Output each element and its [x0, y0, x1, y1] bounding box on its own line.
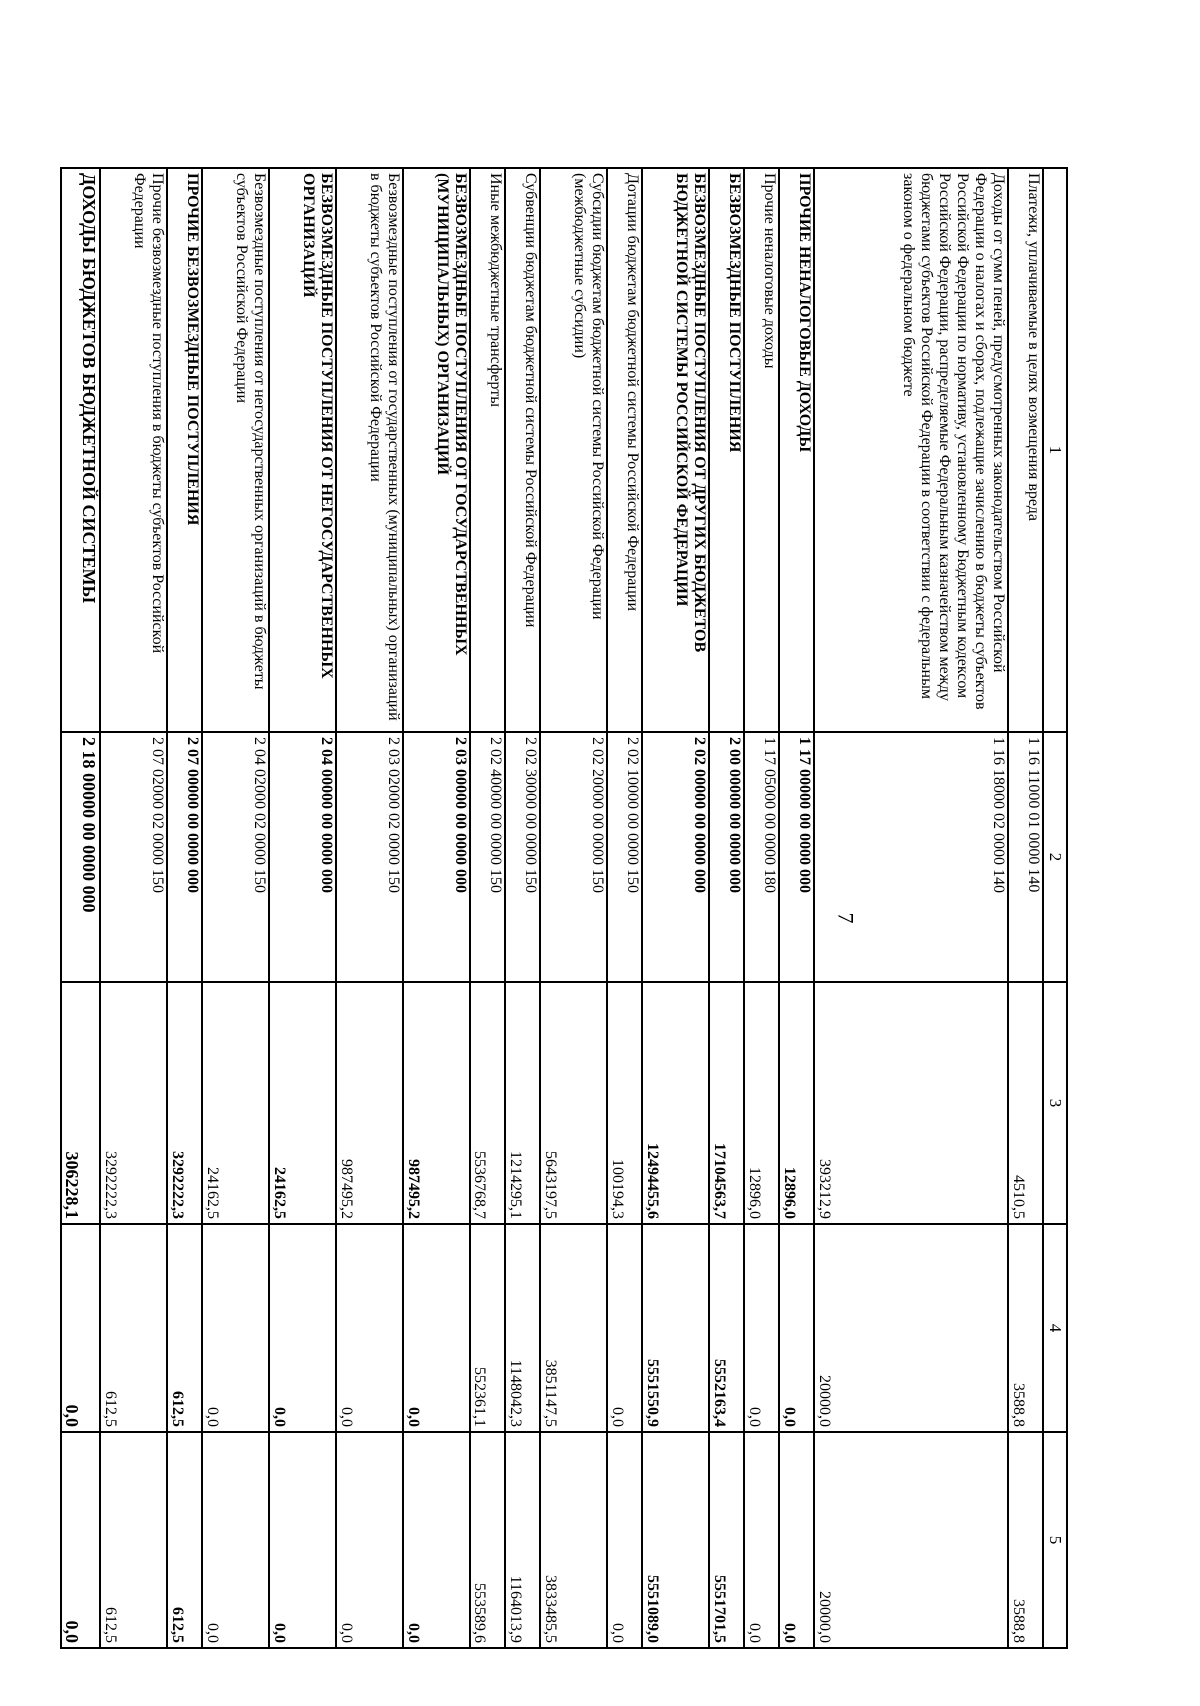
row-value-col5: 1164013,9 [505, 1432, 540, 1648]
table-row [607, 168, 642, 1648]
row-code: 1 16 11000 01 0000 140 [1008, 732, 1043, 982]
row-value-col4: 0,0 [779, 1224, 814, 1432]
table-row [167, 168, 202, 1648]
page-number: 7 [833, 912, 859, 924]
col-header-4: 4 [1043, 1224, 1067, 1432]
row-code: 1 17 00000 00 0000 000 [779, 732, 814, 982]
row-value-col3: 24162,5 [202, 982, 269, 1224]
row-name: Дотации бюджетам бюджетной системы Российской Федерации [607, 168, 642, 732]
row-name: БЕЗВОЗМЕЗДНЫЕ ПОСТУПЛЕНИЯ ОТ ГОСУДАРСТВЕННЫХ (МУНИЦИПАЛЬНЫХ) ОРГАНИЗАЦИЙ [403, 168, 470, 732]
table-row [744, 168, 779, 1648]
row-value-col5: 20000,0 [814, 1432, 1007, 1648]
table-row [470, 168, 505, 1648]
revenue-table [60, 167, 1068, 1649]
row-value-col4: 0,0 [336, 1224, 403, 1432]
row-value-col5: 0,0 [61, 1432, 100, 1648]
row-name: Доходы от сумм пеней, предусмотренных законодательством Российской Федерации о налогах и сборах, подлежащие зачислению в бюджеты субъектов Российской Федерации по нормативу, установленному Бюджетным кодексом Российской Федерации, распределяемые Федеральным казначейством между бюджетами субъектов Российской Федерации в соответствии с федеральным законом о федеральном бюджете [814, 168, 1007, 732]
row-value-col3: 100194,3 [607, 982, 642, 1224]
row-value-col3: 12494455,6 [642, 982, 709, 1224]
row-name: Субвенции бюджетам бюджетной системы Российской Федерации [505, 168, 540, 732]
table-row [642, 168, 709, 1648]
table-row [403, 168, 470, 1648]
rotated-table-wrapper [60, 167, 1068, 1647]
row-code: 2 03 02000 02 0000 150 [336, 732, 403, 982]
row-value-col3: 987495,2 [403, 982, 470, 1224]
row-value-col4: 552361,1 [470, 1224, 505, 1432]
row-name: Иные межбюджетные трансферты [470, 168, 505, 732]
row-value-col3: 5643197,5 [540, 982, 607, 1224]
row-name: ПРОЧИЕ БЕЗВОЗМЕЗДНЫЕ ПОСТУПЛЕНИЯ [167, 168, 202, 732]
row-value-col4: 0,0 [61, 1224, 100, 1432]
row-value-col4: 0,0 [269, 1224, 336, 1432]
row-code: 2 00 00000 00 0000 000 [709, 732, 744, 982]
row-value-col5: 0,0 [779, 1432, 814, 1648]
table-row [709, 168, 744, 1648]
row-value-col3: 3292222,3 [100, 982, 167, 1224]
table-row [100, 168, 167, 1648]
row-value-col3: 393212,9 [814, 982, 1007, 1224]
row-value-col3: 4510,5 [1008, 982, 1043, 1224]
row-name: Субсидии бюджетам бюджетной системы Российской Федерации (межбюджетные субсидии) [540, 168, 607, 732]
row-name: БЕЗВОЗМЕЗДНЫЕ ПОСТУПЛЕНИЯ [709, 168, 744, 732]
row-name: Прочие безвозмездные поступления в бюджеты субъектов Российской Федерации [100, 168, 167, 732]
row-value-col4: 5552163,4 [709, 1224, 744, 1432]
row-value-col4: 3851147,5 [540, 1224, 607, 1432]
row-value-col5: 0,0 [336, 1432, 403, 1648]
table-row [505, 168, 540, 1648]
table-row [61, 168, 100, 1648]
row-code: 2 02 00000 00 0000 000 [642, 732, 709, 982]
row-value-col5: 0,0 [744, 1432, 779, 1648]
table-row [336, 168, 403, 1648]
row-name: БЕЗВОЗМЕЗДНЫЕ ПОСТУПЛЕНИЯ ОТ ДРУГИХ БЮДЖЕТОВ БЮДЖЕТНОЙ СИСТЕМЫ РОССИЙСКОЙ ФЕДЕРАЦИИ [642, 168, 709, 732]
row-value-col5: 5551089,0 [642, 1432, 709, 1648]
row-code: 1 17 05000 00 0000 180 [744, 732, 779, 982]
row-value-col3: 12896,0 [744, 982, 779, 1224]
row-name: ПРОЧИЕ НЕНАЛОГОВЫЕ ДОХОДЫ [779, 168, 814, 732]
row-code: 2 02 40000 00 0000 150 [470, 732, 505, 982]
row-value-col3: 1214295,1 [505, 982, 540, 1224]
row-value-col5: 0,0 [269, 1432, 336, 1648]
col-header-5: 5 [1043, 1432, 1067, 1648]
col-header-2: 2 [1043, 732, 1067, 982]
row-value-col5: 0,0 [202, 1432, 269, 1648]
row-value-col5: 0,0 [403, 1432, 470, 1648]
row-code: 2 18 00000 00 0000 000 [61, 732, 100, 982]
row-value-col4: 20000,0 [814, 1224, 1007, 1432]
row-value-col4: 0,0 [403, 1224, 470, 1432]
row-value-col4: 612,5 [167, 1224, 202, 1432]
col-header-3: 3 [1043, 982, 1067, 1224]
row-name: ДОХОДЫ БЮДЖЕТОВ БЮДЖЕТНОЙ СИСТЕМЫ [61, 168, 100, 732]
row-value-col5: 612,5 [167, 1432, 202, 1648]
row-name: Платежи, уплачиваемые в целях возмещения вреда [1008, 168, 1043, 732]
table-row [269, 168, 336, 1648]
row-value-col3: 5536768,7 [470, 982, 505, 1224]
row-value-col5: 553589,6 [470, 1432, 505, 1648]
table-row [202, 168, 269, 1648]
row-name: Безвозмездные поступления от негосударственных организаций в бюджеты субъектов Российской Федерации [202, 168, 269, 732]
row-value-col3: 17104563,7 [709, 982, 744, 1224]
row-value-col4: 0,0 [607, 1224, 642, 1432]
row-value-col5: 3588,8 [1008, 1432, 1043, 1648]
row-name: Безвозмездные поступления от государственных (муниципальных) организаций в бюджеты субъектов Российской Федерации [336, 168, 403, 732]
row-value-col4: 612,5 [100, 1224, 167, 1432]
row-code: 1 16 18000 02 0000 140 [814, 732, 1007, 982]
table-row [1008, 168, 1043, 1648]
row-code: 2 07 00000 00 0000 000 [167, 732, 202, 982]
row-value-col4: 5551550,9 [642, 1224, 709, 1432]
row-value-col5: 5551701,5 [709, 1432, 744, 1648]
row-value-col5: 612,5 [100, 1432, 167, 1648]
table-row [814, 168, 1007, 1648]
row-value-col3: 12896,0 [779, 982, 814, 1224]
row-value-col3: 987495,2 [336, 982, 403, 1224]
row-code: 2 02 30000 00 0000 150 [505, 732, 540, 982]
row-code: 2 04 00000 00 0000 000 [269, 732, 336, 982]
row-value-col3: 306228,1 [61, 982, 100, 1224]
row-value-col4: 0,0 [202, 1224, 269, 1432]
row-code: 2 02 20000 00 0000 150 [540, 732, 607, 982]
col-header-1: 1 [1043, 168, 1067, 732]
row-value-col3: 3292222,3 [167, 982, 202, 1224]
row-value-col5: 0,0 [607, 1432, 642, 1648]
row-name: Прочие неналоговые доходы [744, 168, 779, 732]
row-value-col4: 1148042,3 [505, 1224, 540, 1432]
row-code: 2 04 02000 02 0000 150 [202, 732, 269, 982]
table-row [779, 168, 814, 1648]
header-row [1043, 168, 1067, 1648]
row-value-col3: 24162,5 [269, 982, 336, 1224]
row-code: 2 07 02000 02 0000 150 [100, 732, 167, 982]
row-name: БЕЗВОЗМЕЗДНЫЕ ПОСТУПЛЕНИЯ ОТ НЕГОСУДАРСТВЕННЫХ ОРГАНИЗАЦИЙ [269, 168, 336, 732]
table-row [540, 168, 607, 1648]
row-code: 2 02 10000 00 0000 150 [607, 732, 642, 982]
row-code: 2 03 00000 00 0000 000 [403, 732, 470, 982]
row-value-col4: 0,0 [744, 1224, 779, 1432]
row-value-col5: 3833485,5 [540, 1432, 607, 1648]
row-value-col4: 3588,8 [1008, 1224, 1043, 1432]
